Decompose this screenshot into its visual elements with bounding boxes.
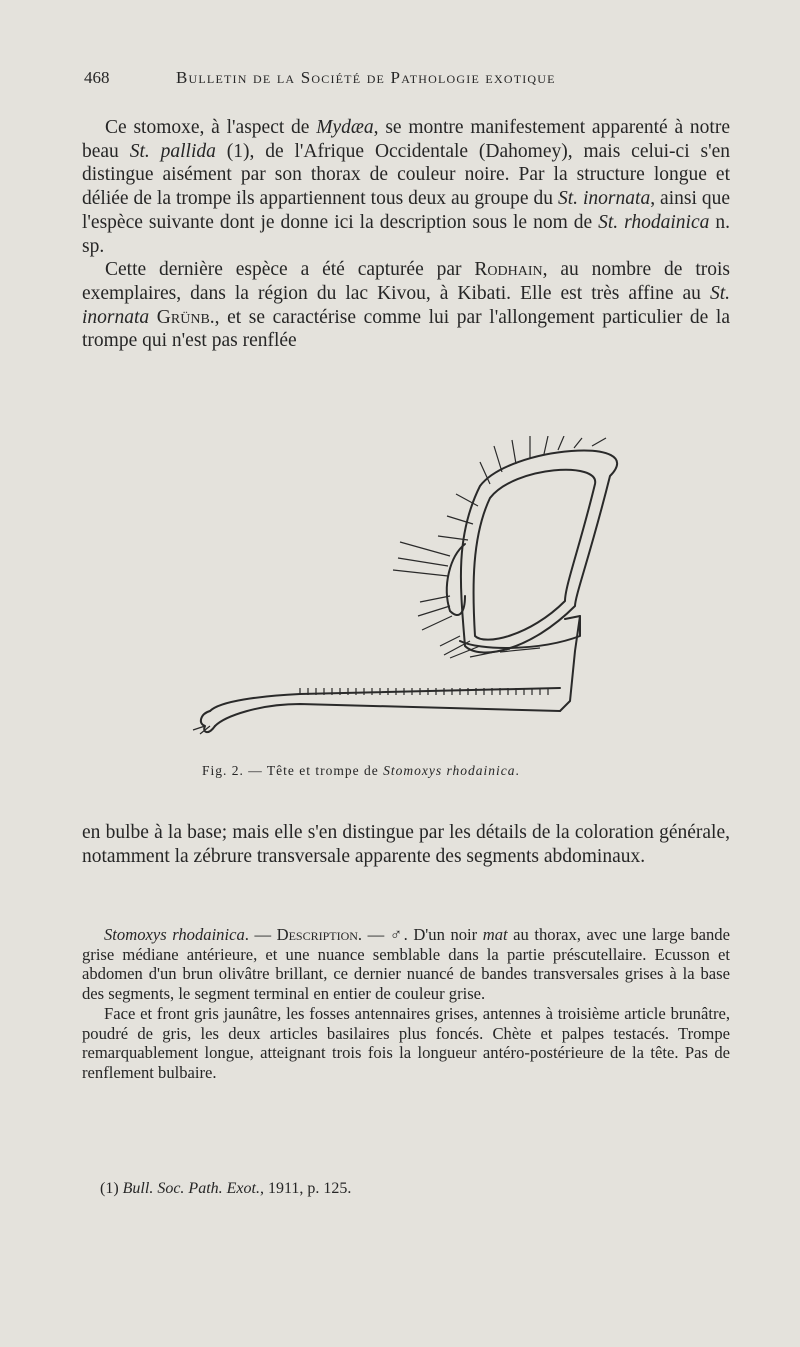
species-pallida: St. pallida [129, 140, 216, 162]
author-grunb: Grünb. [156, 306, 215, 328]
species-inornata-2: St. inornata [82, 282, 730, 328]
footnote-journal: Bull. Soc. Path. Exot. [122, 1180, 260, 1197]
paragraph-2: Cette dernière espèce a été capturée par Rodhain, au nombre de trois exemplaires, dans la région du lac Kivou, à Kibati. Elle est très affine au St. inornata Grünb., et se caractérise comme lui par l'allongement particulier de la trompe qui n'est pas renflée [82, 259, 731, 352]
description-label: Description [276, 925, 358, 944]
footnote: (1) Bull. Soc. Path. Exot., 1911, p. 125. [100, 1180, 352, 1197]
male-symbol-icon: ♂ [389, 925, 404, 944]
author-rodhain: Rodhain [474, 259, 543, 281]
description-paragraph-1: Stomoxys rhodainica. — Description. — ♂. D'un noir mat au thorax, avec une large bande grise médiane antérieure, et une nuance semblable dans la partie préscutellaire. Ecusson et abdomen d'un brun olivâtre brillant, ce dernier nuancé de bandes transversales grises à la base des segments, le segment terminal en entier de couleur grise. [82, 925, 730, 1004]
paragraph-3: en bulbe à la base; mais elle s'en distingue par les détails de la coloration générale, notamment la zébrure transversale apparente des segments abdominaux. [82, 822, 730, 867]
species-description [82, 925, 730, 1083]
genus-mydaea: Mydæa [316, 117, 374, 138]
paragraph-1: Ce stomoxe, à l'aspect de Mydæa, se montre manifestement apparenté à notre beau St. pallida (1), de l'Afrique Occidentale (Dahomey), mais celui-ci s'en distingue aisément par son thorax de couleur noire. Par la structure longue et déliée de la trompe ils appartiennent tous deux au groupe du St. inornata, ainsi que l'espèce suivante dont je donne ici la description sous le nom de St. rhodainica n. sp. [82, 117, 731, 257]
figure-caption: Fig. 2. — Tête et trompe de Stomoxys rhodainica. [202, 763, 520, 778]
body-text-top [82, 116, 730, 353]
running-header [84, 68, 734, 94]
species-inornata: St. inornata [558, 188, 651, 210]
page-number: 468 [84, 68, 110, 87]
species-rhodainica: St. rhodainica [598, 211, 710, 233]
figure-head-proboscis [180, 436, 640, 756]
running-title: Bulletin de la Société de Pathologie exotique [176, 68, 556, 87]
body-text-continued [82, 821, 730, 868]
description-paragraph-2: Face et front gris jaunâtre, les fosses antennaires grises, antennes à troisième article brunâtre, poudré de gris, les deux articles basilaires plus foncés. Chète et palpes testacés. Trompe remarquablement longue, atteignant trois fois la longueur antéro-postérieure de la tête. Pas de renflement bulbaire. [82, 1003, 730, 1082]
species-name: Stomoxys rhodainica [104, 925, 245, 944]
